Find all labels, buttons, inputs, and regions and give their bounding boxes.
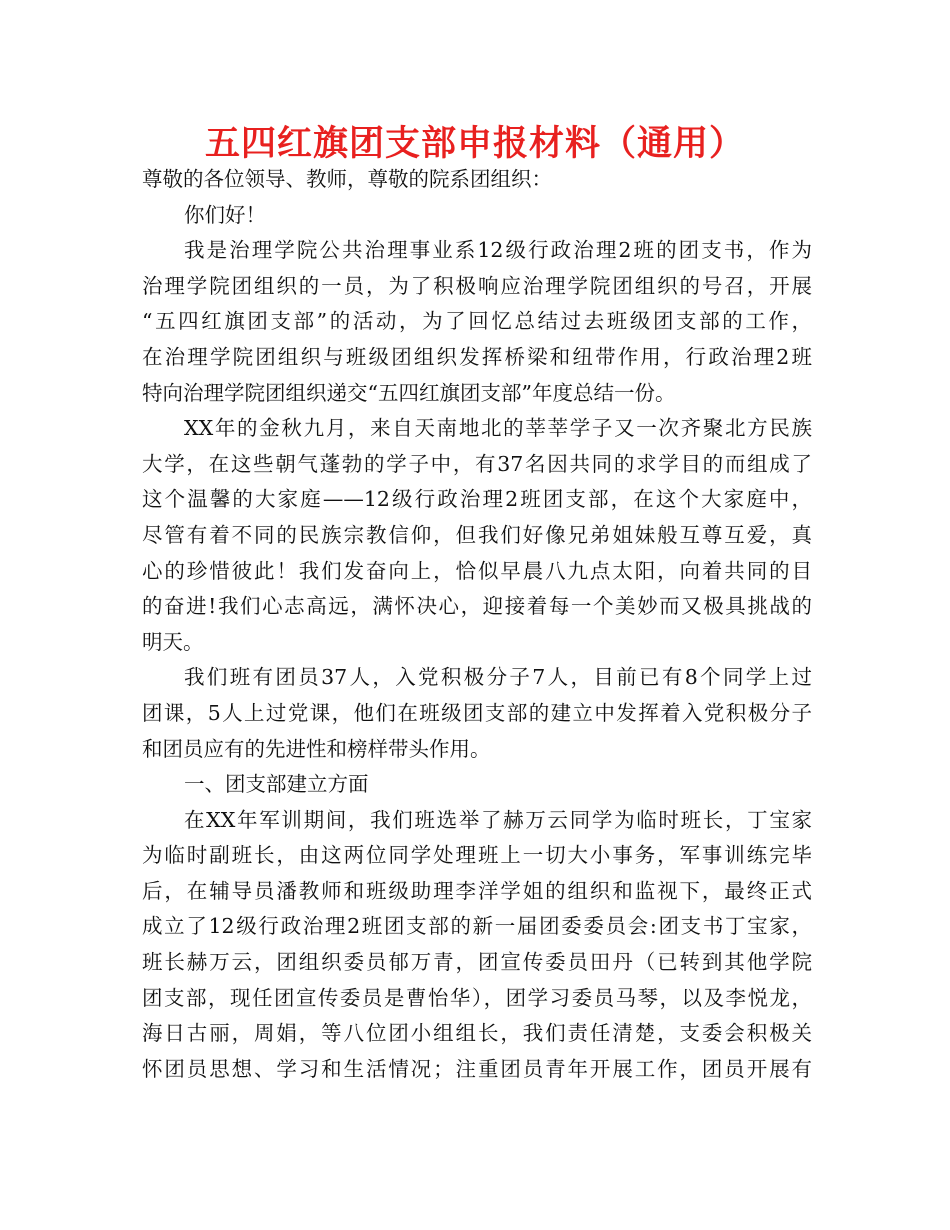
paragraph-line: 这个温馨的大家庭——12级行政治理2班团支部，在这个大家庭中， bbox=[142, 487, 812, 512]
paragraph-line: 团课，5人上过党课，他们在班级团支部的建立中发挥着入党积极分子 bbox=[142, 700, 812, 725]
salutation-line: 尊敬的各位领导、教师，尊敬的院系团组织： bbox=[142, 167, 552, 191]
paragraph-line: 团支部，现任团宣传委员是曹怡华），团学习委员马琴，以及李悦龙， bbox=[142, 985, 812, 1010]
paragraph-line: 怀团员思想、学习和生活情况；注重团员青年开展工作，团员开展有 bbox=[142, 1056, 812, 1081]
document-title: 五四红旗团支部申报材料（通用） bbox=[204, 124, 745, 164]
paragraph-line: “五四红旗团支部”的活动，为了回忆总结过去班级团支部的工作， bbox=[142, 309, 812, 334]
document-body bbox=[142, 162, 812, 1087]
paragraph-line: 大学，在这些朝气蓬勃的学子中，有37名因共同的求学目的而组成了 bbox=[142, 451, 812, 476]
paragraph-line: 心的珍惜彼此！我们发奋向上，恰似早晨八九点太阳，向着共同的目 bbox=[142, 558, 812, 583]
paragraph-line: 后，在辅导员潘教师和班级助理李洋学姐的组织和监视下，最终正式 bbox=[142, 878, 812, 903]
paragraph-line: 我们班有团员37人，入党积极分子7人，目前已有8个同学上过 bbox=[184, 665, 812, 690]
paragraph-line: 在治理学院团组织与班级团组织发挥桥梁和纽带作用，行政治理2班 bbox=[142, 344, 812, 369]
paragraph-line: 成立了12级行政治理2班团支部的新一届团委委员会:团支书丁宝家， bbox=[142, 914, 812, 939]
paragraph-line: 我是治理学院公共治理事业系12级行政治理2班的团支书，作为 bbox=[184, 238, 812, 263]
paragraph-line: 海日古丽，周娟，等八位团小组组长，我们责任清楚，支委会积极关 bbox=[142, 1021, 812, 1046]
paragraph-line: 特向治理学院团组织递交“五四红旗团支部”年度总结一份。 bbox=[142, 380, 676, 405]
paragraph-line: 班长赫万云，团组织委员郁万青，团宣传委员田丹（已转到其他学院 bbox=[142, 950, 812, 975]
paragraph-line: 为临时副班长，由这两位同学处理班上一切大小事务，军事训练完毕 bbox=[142, 843, 812, 868]
paragraph-line: 的奋进!我们心志高远，满怀决心，迎接着每一个美妙而又极具挑战的 bbox=[142, 594, 812, 619]
paragraph-line: XX年的金秋九月，来自天南地北的莘莘学子又一次齐聚北方民族 bbox=[184, 416, 812, 441]
section-heading: 一、团支部建立方面 bbox=[184, 772, 369, 797]
paragraph-line: 明天。 bbox=[142, 629, 204, 654]
paragraph-line: 和团员应有的先进性和榜样带头作用。 bbox=[142, 736, 491, 761]
paragraph-line: 在XX年军训期间，我们班选举了赫万云同学为临时班长，丁宝家 bbox=[184, 807, 812, 832]
greeting-line: 你们好！ bbox=[184, 202, 266, 227]
paragraph-line: 尽管有着不同的民族宗教信仰，但我们好像兄弟姐妹般互尊互爱，真 bbox=[142, 522, 812, 547]
paragraph-line: 治理学院团组织的一员，为了积极响应治理学院团组织的号召，开展 bbox=[142, 273, 812, 298]
